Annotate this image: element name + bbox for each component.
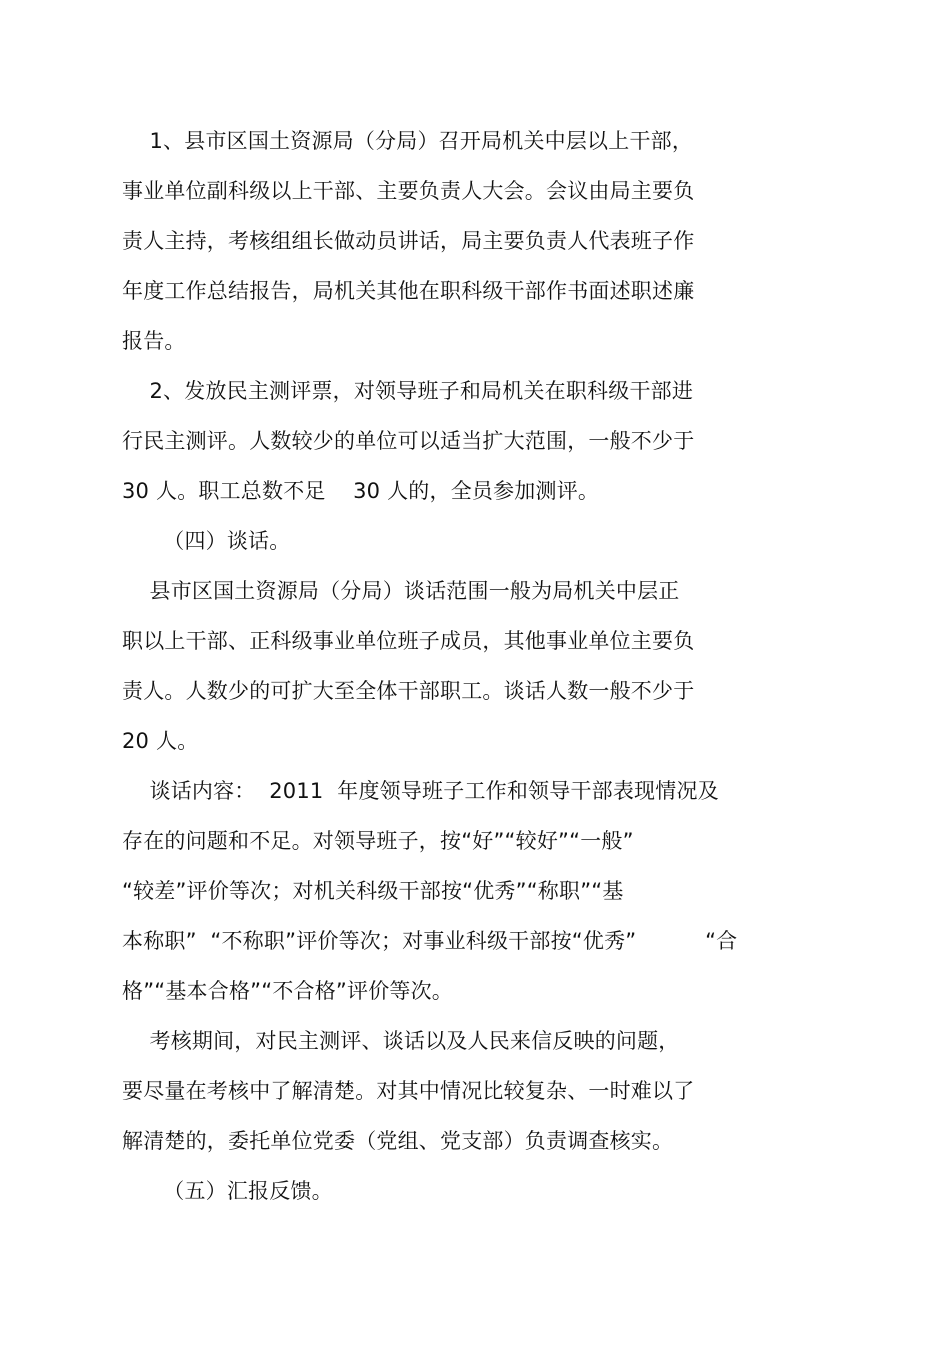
text-line: 年度工作总结报告，局机关其他在职科级干部作书面述职述廉 — [122, 279, 695, 303]
text-line: 事业单位副科级以上干部、主要负责人大会。会议由局主要负 — [122, 179, 695, 203]
text-line: 报告。 — [122, 329, 186, 353]
section-heading: （五）汇报反馈。 — [122, 1179, 333, 1203]
text-line: 谈话内容： 2011 年度领导班子工作和领导干部表现情况及 — [122, 779, 719, 803]
text-line: 责人主持，考核组组长做动员讲话，局主要负责人代表班子作 — [122, 229, 695, 253]
text-line: 2、发放民主测评票，对领导班子和局机关在职科级干部进 — [122, 379, 694, 403]
text-line: 20 人。 — [122, 729, 199, 753]
text-line: 行民主测评。人数较少的单位可以适当扩大范围，一般不少于 — [122, 429, 695, 453]
text-line: 解清楚的，委托单位党委（党组、党支部）负责调查核实。 — [122, 1129, 674, 1153]
text-line: 1、县市区国土资源局（分局）召开局机关中层以上干部， — [122, 129, 694, 153]
text-line: 要尽量在考核中了解清楚。对其中情况比较复杂、一时难以了 — [122, 1079, 695, 1103]
text-line: 本称职” “不称职”评价等次；对事业科级干部按“优秀” “合 — [122, 929, 738, 953]
text-line: “较差”评价等次；对机关科级干部按“优秀”“称职”“基 — [122, 879, 624, 903]
text-line: 存在的问题和不足。对领导班子，按“好”“较好”“一般” — [122, 829, 634, 853]
section-heading: （四）谈话。 — [122, 529, 291, 553]
text-line: 责人。人数少的可扩大至全体干部职工。谈话人数一般不少于 — [122, 679, 695, 703]
text-line: 30 人。职工总数不足 30 人的，全员参加测评。 — [122, 479, 600, 503]
text-line: 考核期间，对民主测评、谈话以及人民来信反映的问题， — [122, 1029, 680, 1053]
text-line: 格”“基本合格”“不合格”评价等次。 — [122, 979, 453, 1003]
text-line: 县市区国土资源局（分局）谈话范围一般为局机关中层正 — [122, 579, 680, 603]
text-line: 职以上干部、正科级事业单位班子成员，其他事业单位主要负 — [122, 629, 695, 653]
